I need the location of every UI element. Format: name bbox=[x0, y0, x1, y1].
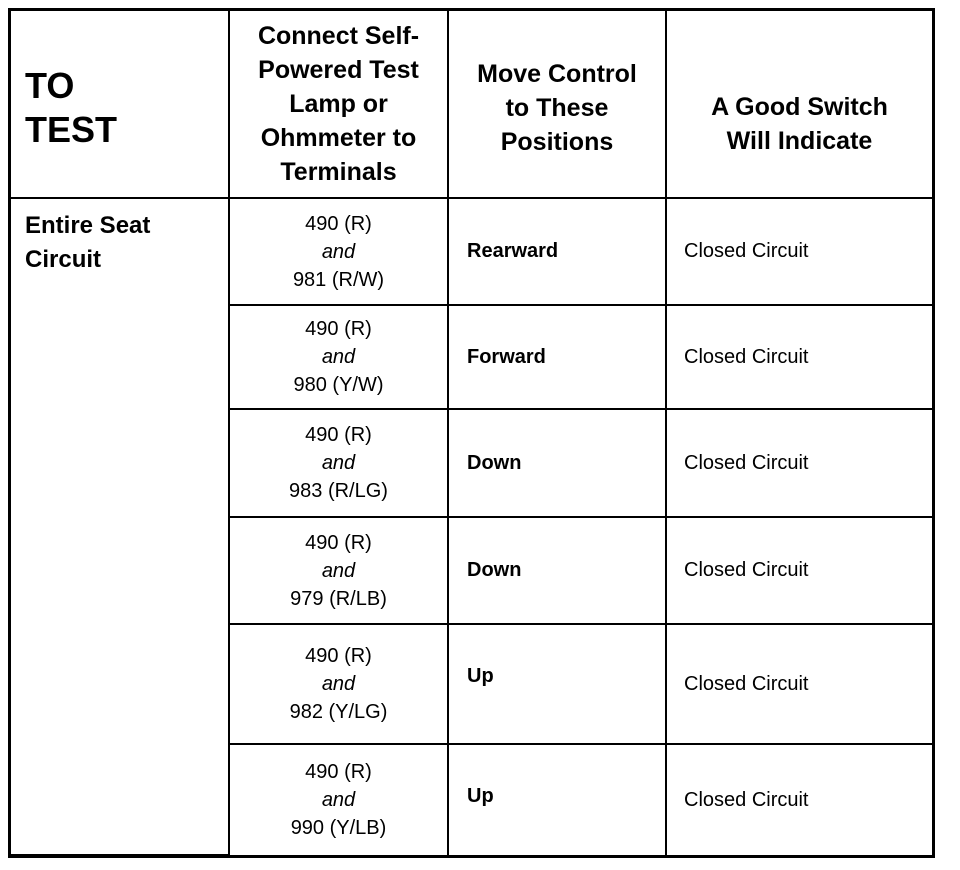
header-move-line: Move Control bbox=[477, 60, 637, 88]
header-to-test-line: TO bbox=[25, 65, 75, 106]
header-move-control bbox=[448, 11, 666, 198]
header-move-line: to These bbox=[505, 94, 609, 122]
terminal-joiner: and bbox=[321, 673, 356, 695]
terminal-joiner: and bbox=[321, 452, 356, 474]
terminal-joiner: and bbox=[321, 346, 356, 368]
result-cell: Closed Circuit bbox=[666, 409, 932, 517]
header-connect-line: Connect Self- bbox=[257, 22, 420, 50]
table-row bbox=[11, 198, 932, 305]
terminals-cell bbox=[229, 744, 448, 855]
header-to-test bbox=[11, 11, 229, 198]
switch-test-table bbox=[11, 11, 932, 856]
header-connect-line: Terminals bbox=[280, 158, 397, 186]
position-cell: Rearward bbox=[448, 198, 666, 305]
terminal-b: 982 (Y/LG) bbox=[289, 701, 388, 723]
result-cell: Closed Circuit bbox=[666, 517, 932, 624]
terminal-a: 490 (R) bbox=[305, 424, 372, 446]
seat-label-line: Circuit bbox=[25, 246, 102, 273]
terminals-cell bbox=[229, 409, 448, 517]
header-connect-line: Lamp or bbox=[289, 90, 388, 118]
header-indicate-line: Will Indicate bbox=[726, 127, 873, 155]
position-cell: Down bbox=[448, 517, 666, 624]
terminal-a: 490 (R) bbox=[305, 212, 372, 235]
terminal-joiner: and bbox=[321, 240, 356, 263]
result-cell: Closed Circuit bbox=[666, 624, 932, 744]
terminals-cell bbox=[229, 517, 448, 624]
result-cell: Closed Circuit bbox=[666, 744, 932, 855]
terminals-cell bbox=[229, 305, 448, 409]
seat-label-line: Entire Seat bbox=[25, 212, 151, 239]
terminal-b: 990 (Y/LB) bbox=[290, 817, 387, 839]
position-cell: Down bbox=[448, 409, 666, 517]
position-cell: Up bbox=[448, 624, 666, 744]
terminal-a: 490 (R) bbox=[305, 645, 372, 667]
header-indicate-line: A Good Switch bbox=[711, 93, 888, 121]
terminals-cell bbox=[229, 624, 448, 744]
terminal-joiner: and bbox=[321, 789, 356, 811]
header-move-line: Positions bbox=[500, 128, 614, 156]
header-connect-line: Powered Test bbox=[258, 56, 419, 84]
header-good-switch bbox=[666, 11, 932, 198]
header-connect bbox=[229, 11, 448, 198]
result-cell: Closed Circuit bbox=[666, 198, 932, 305]
terminals-cell bbox=[229, 198, 448, 305]
position-cell: Forward bbox=[448, 305, 666, 409]
result-cell: Closed Circuit bbox=[666, 305, 932, 409]
terminal-a: 490 (R) bbox=[305, 761, 372, 783]
header-connect-line: Ohmmeter to bbox=[260, 124, 417, 152]
terminal-a: 490 (R) bbox=[305, 531, 372, 554]
terminal-b: 981 (R/W) bbox=[292, 268, 385, 291]
terminal-b: 980 (Y/W) bbox=[293, 374, 384, 396]
header-to-test-line: TEST bbox=[25, 109, 118, 150]
position-cell: Up bbox=[448, 744, 666, 855]
table-header-row bbox=[11, 11, 932, 198]
seat-circuit-label bbox=[11, 198, 229, 855]
terminal-b: 979 (R/LB) bbox=[290, 587, 387, 610]
terminal-a: 490 (R) bbox=[305, 318, 372, 340]
terminal-joiner: and bbox=[321, 559, 356, 582]
terminal-b: 983 (R/LG) bbox=[289, 480, 388, 502]
